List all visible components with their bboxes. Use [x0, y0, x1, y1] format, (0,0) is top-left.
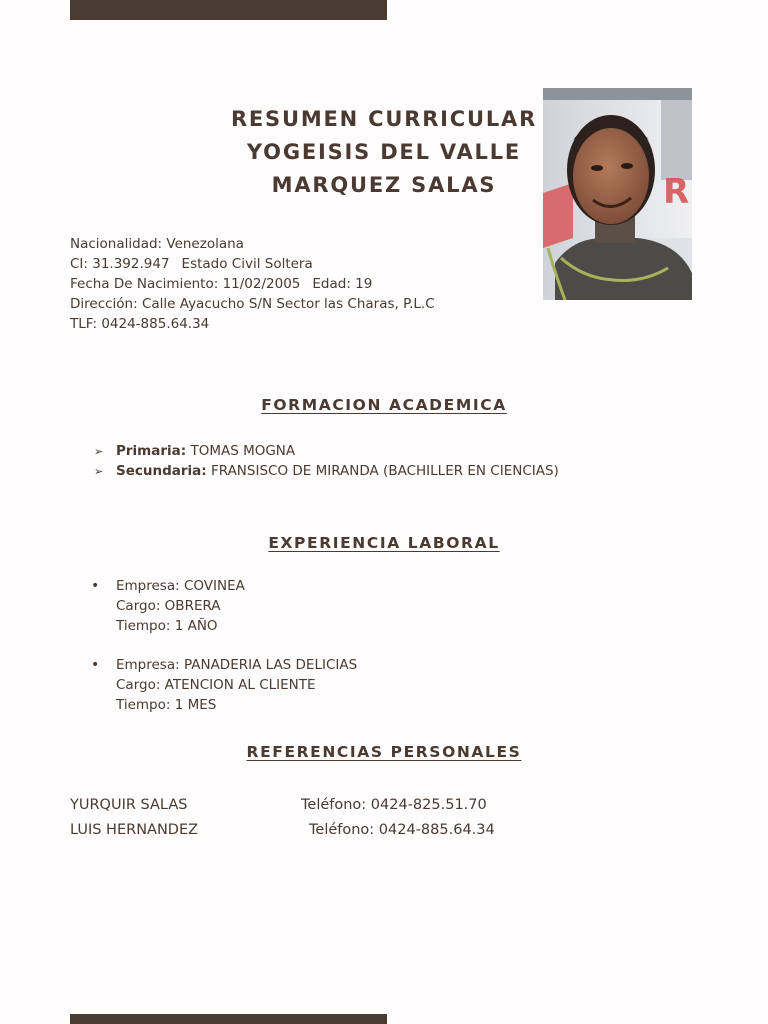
nationality: Nacionalidad: Venezolana	[70, 236, 244, 252]
svg-text:R: R	[663, 172, 690, 212]
education-item	[94, 461, 559, 482]
applicant-name-line2: MARQUEZ SALAS	[271, 173, 497, 197]
education-school: FRANSISCO DE MIRANDA (BACHILLER EN CIENCIAS)	[210, 463, 559, 479]
document-title: RESUMEN CURRICULAR	[230, 107, 538, 131]
job-duration: Tiempo: 1 AÑO	[116, 618, 218, 634]
birthdate-and-age	[70, 274, 372, 294]
top-decorative-bar	[70, 0, 387, 20]
reference-name: YURQUIR SALAS	[70, 797, 188, 813]
experience-heading: EXPERIENCIA LABORAL	[268, 534, 500, 552]
phone: TLF: 0424-885.64.34	[70, 316, 210, 332]
job-position: Cargo: OBRERA	[116, 598, 221, 614]
education-level-label: Secundaria:	[116, 463, 207, 479]
references-heading: REFERENCIAS PERSONALES	[246, 743, 522, 761]
applicant-photo	[543, 88, 692, 300]
id-number: CI: 31.392.947	[70, 256, 170, 272]
job-position: Cargo: ATENCION AL CLIENTE	[116, 677, 316, 693]
birth-date: Fecha De Nacimiento: 11/02/2005	[70, 276, 301, 292]
reference-phone: Teléfono: 0424-825.51.70	[301, 797, 487, 813]
job-company: Empresa: PANADERIA LAS DELICIAS	[116, 657, 358, 673]
job-duration: Tiempo: 1 MES	[116, 697, 217, 713]
arrow-bullet-icon: ➢	[94, 465, 104, 478]
education-item	[94, 441, 295, 462]
age: Edad: 19	[312, 276, 373, 292]
education-heading: FORMACION ACADEMICA	[261, 396, 507, 414]
dot-bullet-icon: •	[91, 578, 100, 594]
civil-status: Estado Civil Soltera	[181, 256, 313, 272]
applicant-name-line1: YOGEISIS DEL VALLE	[246, 140, 522, 164]
bottom-decorative-bar	[70, 1014, 387, 1024]
education-level-label: Primaria:	[116, 443, 187, 459]
arrow-bullet-icon: ➢	[94, 445, 104, 458]
reference-phone: Teléfono: 0424-885.64.34	[309, 822, 495, 838]
reference-name: LUIS HERNANDEZ	[70, 822, 199, 838]
education-school: TOMAS MOGNA	[186, 443, 296, 459]
dot-bullet-icon: •	[91, 657, 100, 673]
address: Dirección: Calle Ayacucho S/N Sector las Charas, P.L.C	[70, 296, 435, 312]
id-and-civil-status	[70, 254, 313, 274]
job-company: Empresa: COVINEA	[116, 578, 245, 594]
